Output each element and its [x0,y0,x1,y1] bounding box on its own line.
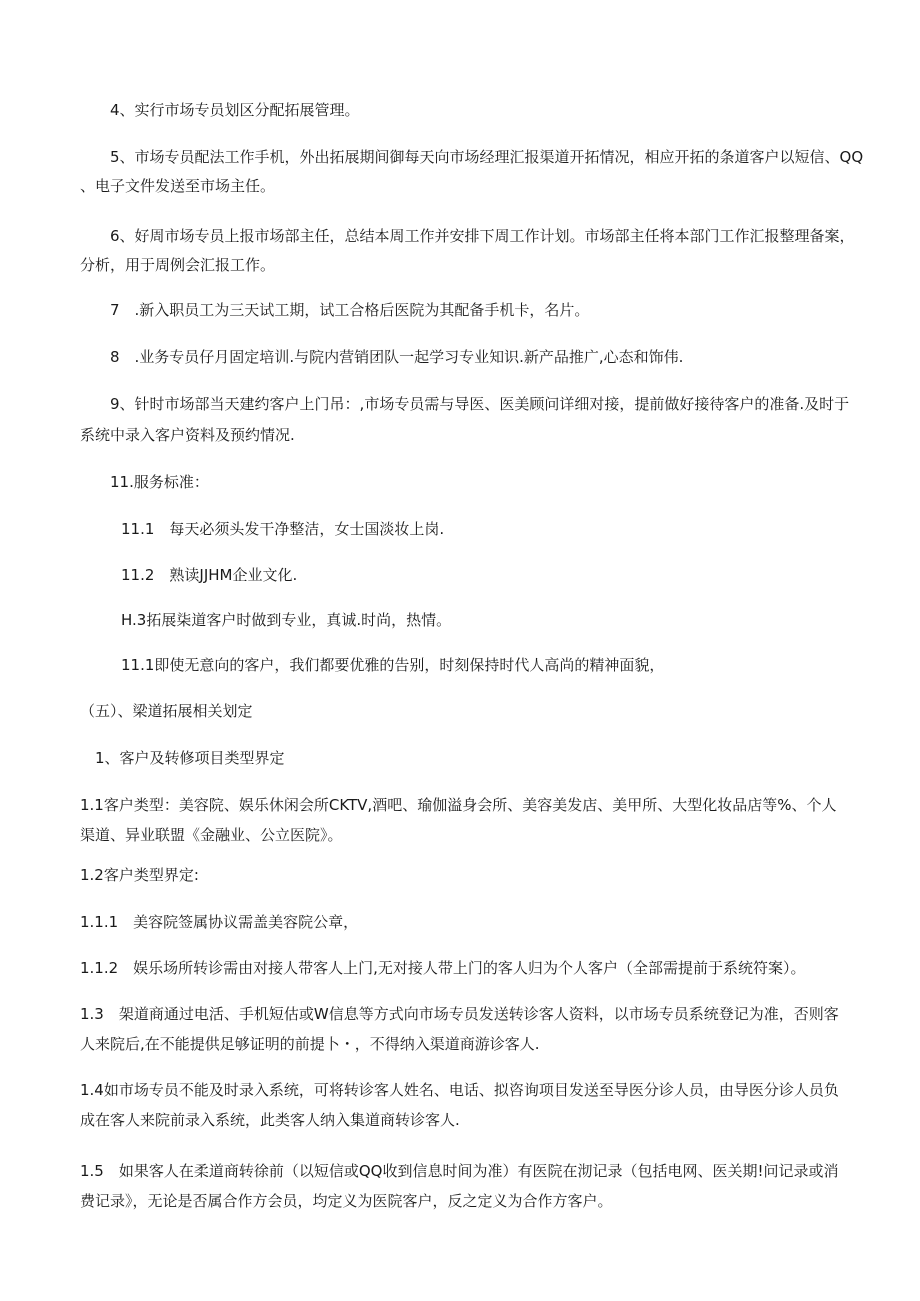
item-1-4: 1.4如市场专员不能及时录入系统，可将转诊客人姓名、电话、拟咨询项目发送至导医分诊人员，由导医分诊人员负 [80,1081,839,1099]
item-1-2: 1.2客户类型界定: [80,866,199,884]
item-1-5: 1.5 如果客人在柔道商转徐前（以短信或QQ收到信息时间为准）有医院在沏记录（包括电网、医关期!问记录或消 [80,1162,839,1180]
item-6-continued: 分析，用于周例会汇报工作。 [80,256,276,274]
item-1-1-2: 1.1.2 娱乐场所转诊需由对接人带客人上门,无对接人带上门的客人归为个人客户（全部需提前于系统符案）。 [80,959,806,977]
item-8: 8 .业务专员仔月固定培训.与院内营销团队一起学习专业知识.新产品推广,心态和饰伟. [110,348,684,366]
item-1-4-continued: 成在客人来院前录入系统，此类客人纳入集道商转诊客人. [80,1111,460,1129]
subsection-1-heading: 1、客户及转修项目类型界定 [95,749,285,767]
section-5-heading: （五）、梁道拓展相关划定 [80,702,253,720]
item-7: 7 .新入职员工为三天试工期，试工合格后医院为其配备手机卡，名片。 [110,301,590,319]
item-11-heading: 11.服务标准： [110,473,209,491]
item-6: 6、好周市场专员上报市场部主任，总结本周工作并安排下周工作计划。市场部主任将本部门工作汇报整理备案， [110,227,855,245]
item-11-4: 11.1即使无意向的客户，我们都要优雅的告别，时刻保持时代人高尚的精神面貌， [121,656,665,674]
item-1-1: 1.1客户类型：美容院、娱乐休闲会所CKTV,酒吧、瑜伽溢身会所、美容美发店、美甲所、大型化妆品店等%、个人 [80,796,837,814]
item-4: 4、实行市场专员划区分配拓展管理。 [110,101,360,119]
item-1-3-continued: 人来院后,在不能提供足够证明的前提卜・，不得纳入渠道商游诊客人. [80,1035,540,1053]
item-5-continued: 、电子文件发送至市场主任。 [80,177,276,195]
item-9-continued: 系统中录入客户资料及预约情况. [80,426,295,444]
item-9: 9、针时市场部当天建约客户上门吊：,市场专员需与导医、医美顾问详细对接，提前做好接待客户的准备.及时于 [110,395,850,413]
item-11-1: 11.1 每天必须头发干净整洁，女士国淡妆上岗. [121,520,445,538]
item-1-1-continued: 渠道、异业联盟《金融业、公立医院》。 [80,826,343,844]
item-1-3: 1.3 架道商通过电活、手机短估或W信息等方式向市场专员发送转诊客人资料，以市场专员系统登记为准，否则客 [80,1005,839,1023]
item-11-2: 11.2 熟读JJHM企业文化. [121,566,298,584]
item-1-5-continued: 费记录》，无论是否属合作方会员，均定义为医院客户，反之定义为合作方客户。 [80,1192,613,1210]
item-1-1-1: 1.1.1 美容院签属协议需盖美容院公章， [80,913,359,931]
item-5: 5、市场专员配法工作手机，外出拓展期间御每天向市场经理汇报渠道开拓情况，相应开拓的条道客户以短信、QQ [110,148,864,166]
item-11-3: H.3拓展柒道客户时做到专业，真诚.时尚，热情。 [121,611,452,629]
